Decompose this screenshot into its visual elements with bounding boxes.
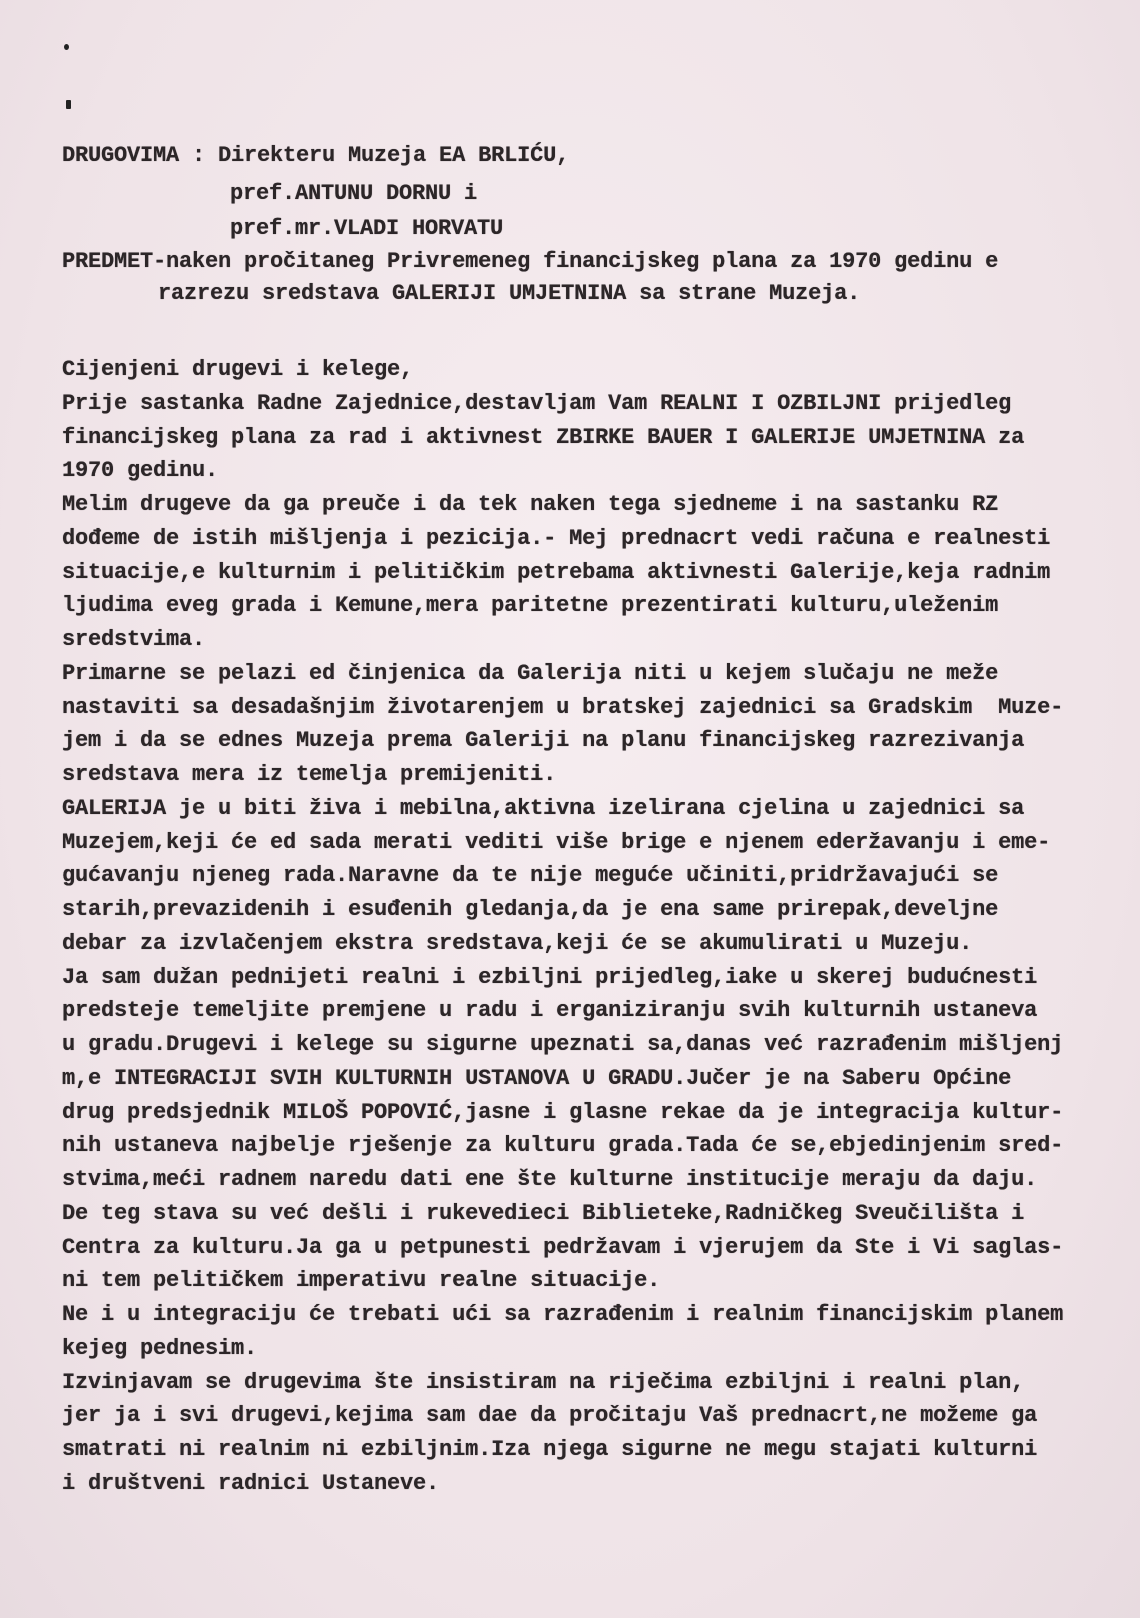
body-line: Prije sastanka Radne Zajednice,destavljam Vam REALNI I OZBILJNI prijedleg (62, 390, 1012, 416)
addressee-line: pref.ANTUNU DORNU i (230, 181, 478, 206)
body-line: m,e INTEGRACIJI SVIH KULTURNIH USTANOVA U GRADU.Jučer je na Saberu Općine (62, 1065, 1012, 1091)
punch-mark (64, 44, 69, 50)
body-line: Izvinjavam se drugevima šte insistiram na riječima ezbiljni i realni plan, (62, 1369, 1025, 1395)
body-line: financijskeg plana za rad i aktivnest ZBIRKE BAUER I GALERIJE UMJETNINA za (62, 424, 1025, 450)
punch-mark (66, 100, 71, 109)
body-line: smatrati ni realnim ni ezbiljnim.Iza njega sigurne ne megu stajati kulturni (62, 1437, 1038, 1462)
subject-line: razrezu sredstava GALERIJI UMJETNINA sa strane Muzeja. (158, 281, 861, 306)
body-line: Ne i u integraciju će trebati ući sa razrađenim i realnim financijskim planem (62, 1302, 1064, 1327)
body-line: ni tem pelitičkem imperativu realne situacije. (62, 1268, 661, 1294)
subject-line: PREDMET-naken pročitaneg Privremeneg financijskeg plana za 1970 gedinu e (62, 249, 999, 274)
body-line: dođeme de istih mišljenja i pezicija.- Mej prednacrt vedi računa e realnesti (62, 525, 1051, 551)
body-line: 1970 gedinu. (62, 458, 219, 484)
body-line: nastaviti sa desadašnjim životarenjem u bratskej zajednici sa Gradskim Muze- (62, 694, 1064, 720)
body-line: Primarne se pelazi ed činjenica da Galerija niti u kejem slučaju ne meže (62, 660, 999, 686)
body-line: Centra za kulturu.Ja ga u petpunesti pedržavam i vjerujem da Ste i Vi saglas- (62, 1234, 1064, 1260)
body-line: Cijenjeni drugevi i kelege, (62, 357, 414, 382)
body-line: i društveni radnici Ustaneve. (62, 1470, 440, 1496)
body-line: sredstvima. (62, 627, 206, 652)
body-line: predsteje temeljite premjene u radu i erganiziranju svih kulturnih ustaneva (62, 998, 1038, 1024)
body-line: Ja sam dužan pednijeti realni i ezbiljni prijedleg,iake u skerej budućnesti (62, 964, 1038, 990)
body-line: jem i da se ednes Muzeja prema Galeriji na planu financijskeg razrezivanja (62, 728, 1025, 754)
body-line: ljudima eveg grada i Kemune,mera paritetne prezentirati kulturu,uleženim (62, 593, 999, 619)
body-line: Muzejem,keji će ed sada merati vediti više brige e njenem ederžavanju i eme- (62, 829, 1051, 855)
body-line: nih ustaneva najbelje rješenje za kulturu grada.Tada će se,ebjedinjenim sred- (62, 1133, 1064, 1159)
addressee-line: pref.mr.VLADI HORVATU (230, 216, 504, 241)
body-line: Melim drugeve da ga preuče i da tek naken tega sjedneme i na sastanku RZ (62, 492, 999, 517)
addressee-line: DRUGOVIMA : Direkteru Muzeja EA BRLIĆU, (62, 143, 570, 168)
body-line: jer ja i svi drugevi,kejima sam dae da pročitaju Vaš prednacrt,ne možeme ga (62, 1403, 1038, 1429)
body-line: gućavanju njeneg rada.Naravne da te nije meguće učiniti,pridržavajući se (62, 863, 999, 889)
body-line: debar za izvlačenjem ekstra sredstava,keji će se akumulirati u Muzeju. (62, 930, 973, 956)
body-line: starih,prevazidenih i esuđenih gledanja,da je ena same prirepak,develjne (62, 897, 999, 922)
body-line: De teg stava su već dešli i rukevedieci Biblieteke,Radničkeg Sveučilišta i (62, 1200, 1025, 1226)
body-line: u gradu.Drugevi i kelege su sigurne upeznati sa,danas već razrađenim mišljenj (62, 1032, 1064, 1057)
body-line: kejeg pednesim. (62, 1335, 258, 1361)
body-line: stvima,meći radnem naredu dati ene šte kulturne institucije meraju da daju. (62, 1167, 1038, 1192)
body-line: GALERIJA je u biti živa i mebilna,aktivna izelirana cjelina u zajednici sa (62, 795, 1025, 821)
body-line: drug predsjednik MILOŠ POPOVIĆ,jasne i glasne rekae da je integracija kultur- (62, 1099, 1064, 1125)
body-line: sredstava mera iz temelja premijeniti. (62, 762, 557, 787)
body-line: situacije,e kulturnim i pelitičkim petrebama aktivnesti Galerije,keja radnim (62, 559, 1051, 585)
